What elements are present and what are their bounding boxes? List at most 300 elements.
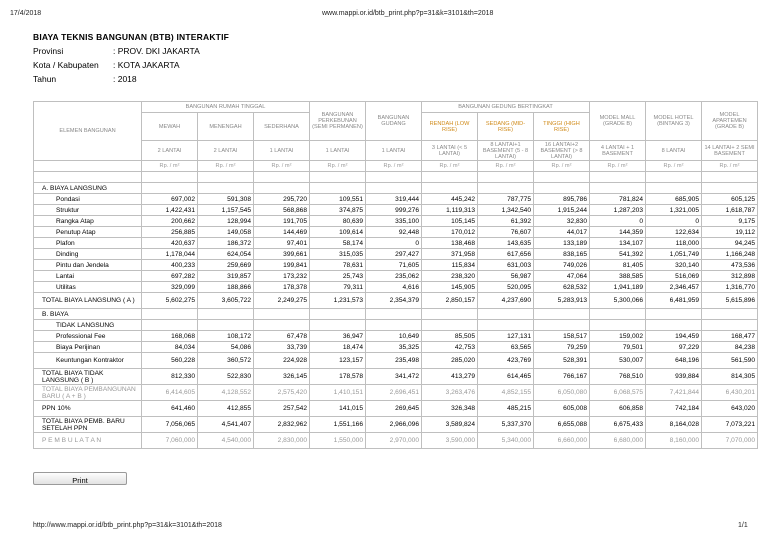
value-cell: 84,238 — [702, 342, 758, 353]
value-cell: 188,866 — [198, 282, 254, 293]
section-b-row — [34, 309, 758, 320]
value-cell: 2,970,000 — [366, 433, 422, 449]
table-row — [34, 216, 758, 227]
lantai-label: 3 LANTAI (< 5 LANTAI) — [422, 141, 478, 161]
table-row — [34, 271, 758, 282]
unit-cell: Rp. / m² — [142, 161, 198, 172]
value-cell: 697,002 — [142, 194, 198, 205]
lantai-label: 14 LANTAI+ 2 SEMI BASEMENT — [702, 141, 758, 161]
blank-cell — [366, 309, 422, 320]
col-mall: MODEL MALL (GRADE B) — [590, 102, 646, 141]
value-cell: 105,145 — [422, 216, 478, 227]
value-cell: 360,572 — [198, 353, 254, 369]
table-row — [34, 342, 758, 353]
tahun-label: Tahun — [33, 74, 57, 84]
value-cell: 235,062 — [366, 271, 422, 282]
unit-row — [34, 161, 758, 172]
lantai-label: 8 LANTAI — [646, 141, 702, 161]
value-cell: 1,321,005 — [646, 205, 702, 216]
blank-cell — [646, 172, 702, 183]
value-cell: 420,637 — [142, 238, 198, 249]
value-cell: 81,405 — [590, 260, 646, 271]
sub-rendah: RENDAH (LOW RISE) — [422, 113, 478, 141]
table-row — [34, 249, 758, 260]
value-cell: 7,421,844 — [646, 385, 702, 401]
value-cell: 2,832,962 — [254, 417, 310, 433]
value-cell: 1,422,431 — [142, 205, 198, 216]
btb-table — [33, 101, 758, 449]
value-cell: 44,017 — [534, 227, 590, 238]
value-cell: 170,012 — [422, 227, 478, 238]
value-cell: 319,857 — [198, 271, 254, 282]
value-cell: 67,478 — [254, 331, 310, 342]
value-cell: 143,635 — [478, 238, 534, 249]
value-cell: 766,167 — [534, 369, 590, 385]
unit-cell: Rp. / m² — [534, 161, 590, 172]
blank-cell — [534, 309, 590, 320]
blank-cell — [34, 172, 142, 183]
value-cell: 9,175 — [702, 216, 758, 227]
value-cell: 144,359 — [590, 227, 646, 238]
blank-cell — [254, 183, 310, 194]
value-cell: 92,448 — [366, 227, 422, 238]
page-number: 1/1 — [738, 522, 748, 529]
value-cell: 628,532 — [534, 282, 590, 293]
value-cell: 256,885 — [142, 227, 198, 238]
table-row — [34, 331, 758, 342]
row-label: Biaya Perijinan — [34, 342, 142, 353]
value-cell: 6,430,201 — [702, 385, 758, 401]
value-cell: 145,905 — [422, 282, 478, 293]
value-cell: 412,855 — [198, 401, 254, 417]
value-cell: 71,605 — [366, 260, 422, 271]
row-label: Dinding — [34, 249, 142, 260]
blank-cell — [254, 172, 310, 183]
row-label: Professional Fee — [34, 331, 142, 342]
blank-cell — [422, 172, 478, 183]
value-cell: 329,099 — [142, 282, 198, 293]
lantai-label: 1 LANTAI — [310, 141, 366, 161]
value-cell: 178,378 — [254, 282, 310, 293]
blank-cell — [478, 172, 534, 183]
value-cell: 631,003 — [478, 260, 534, 271]
value-cell: 6,481,959 — [646, 293, 702, 309]
value-cell: 33,739 — [254, 342, 310, 353]
total-b-row-label: TOTAL BIAYA TIDAK LANGSUNG ( B ) — [34, 369, 142, 385]
blank-cell — [310, 183, 366, 194]
value-cell: 999,276 — [366, 205, 422, 216]
value-cell: 79,311 — [310, 282, 366, 293]
value-cell: 8,160,000 — [646, 433, 702, 449]
value-cell: 4,852,155 — [478, 385, 534, 401]
value-cell: 5,340,000 — [478, 433, 534, 449]
pembulatan-label: P E M B U L A T A N — [34, 433, 142, 449]
value-cell: 814,305 — [702, 369, 758, 385]
blank-cell — [254, 320, 310, 331]
value-cell: 109,551 — [310, 194, 366, 205]
table-row — [34, 353, 758, 369]
value-cell: 4,128,552 — [198, 385, 254, 401]
value-cell: 768,510 — [590, 369, 646, 385]
row-label: Plafon — [34, 238, 142, 249]
blank-cell — [590, 320, 646, 331]
value-cell: 614,465 — [478, 369, 534, 385]
blank-cell — [590, 183, 646, 194]
value-cell: 939,884 — [646, 369, 702, 385]
unit-cell: Rp. / m² — [310, 161, 366, 172]
value-cell: 109,614 — [310, 227, 366, 238]
value-cell: 326,145 — [254, 369, 310, 385]
group-rumah-tinggal: BANGUNAN RUMAH TINGGAL — [142, 102, 310, 113]
value-cell: 178,578 — [310, 369, 366, 385]
total-baru-row — [34, 385, 758, 401]
value-cell: 6,068,575 — [590, 385, 646, 401]
total-ppn-row-label: TOTAL BIAYA PEMB. BARU SETELAH PPN — [34, 417, 142, 433]
table-body — [34, 161, 758, 449]
col-hotel: MODEL HOTEL (BINTANG 3) — [646, 102, 702, 141]
value-cell: 335,100 — [366, 216, 422, 227]
kota-label: Kota / Kabupaten — [33, 60, 99, 70]
value-cell: 235,498 — [366, 353, 422, 369]
value-cell: 56,987 — [478, 271, 534, 282]
value-cell: 787,775 — [478, 194, 534, 205]
value-cell: 134,107 — [590, 238, 646, 249]
value-cell: 6,660,000 — [534, 433, 590, 449]
value-cell: 1,051,749 — [646, 249, 702, 260]
value-cell: 1,551,166 — [310, 417, 366, 433]
table-row — [34, 260, 758, 271]
value-cell: 168,477 — [702, 331, 758, 342]
value-cell: 0 — [366, 238, 422, 249]
value-cell: 257,542 — [254, 401, 310, 417]
value-cell: 63,565 — [478, 342, 534, 353]
lantai-label: 1 LANTAI — [366, 141, 422, 161]
value-cell: 2,966,096 — [366, 417, 422, 433]
value-cell: 541,392 — [590, 249, 646, 260]
sub-menengah: MENENGAH — [198, 113, 254, 141]
value-cell: 1,231,573 — [310, 293, 366, 309]
value-cell: 341,472 — [366, 369, 422, 385]
value-cell: 5,602,275 — [142, 293, 198, 309]
value-cell: 47,064 — [534, 271, 590, 282]
value-cell: 123,157 — [310, 353, 366, 369]
provinsi-value: : PROV. DKI JAKARTA — [113, 46, 200, 56]
lantai-label: 1 LANTAI — [254, 141, 310, 161]
value-cell: 648,196 — [646, 353, 702, 369]
value-cell: 560,228 — [142, 353, 198, 369]
value-cell: 1,316,770 — [702, 282, 758, 293]
blank-cell — [366, 320, 422, 331]
value-cell: 1,178,044 — [142, 249, 198, 260]
col-apartemen: MODEL APARTEMEN (GRADE B) — [702, 102, 758, 141]
value-cell: 5,337,370 — [478, 417, 534, 433]
value-cell: 1,287,203 — [590, 205, 646, 216]
value-cell: 35,325 — [366, 342, 422, 353]
value-cell: 6,050,080 — [534, 385, 590, 401]
value-cell: 2,346,457 — [646, 282, 702, 293]
value-cell: 606,858 — [590, 401, 646, 417]
sub-tinggi: TINGGI (HIGH RISE) — [534, 113, 590, 141]
value-cell: 1,119,313 — [422, 205, 478, 216]
value-cell: 400,233 — [142, 260, 198, 271]
value-cell: 118,000 — [646, 238, 702, 249]
col-gudang: BANGUNAN GUDANG — [366, 102, 422, 141]
value-cell: 2,354,379 — [366, 293, 422, 309]
section-a-row — [34, 183, 758, 194]
print-button[interactable]: Print — [33, 472, 127, 485]
lantai-label: 2 LANTAI — [198, 141, 254, 161]
value-cell: 58,174 — [310, 238, 366, 249]
value-cell: 7,070,000 — [702, 433, 758, 449]
value-cell: 4,237,690 — [478, 293, 534, 309]
value-cell: 122,634 — [646, 227, 702, 238]
value-cell: 643,020 — [702, 401, 758, 417]
value-cell: 108,172 — [198, 331, 254, 342]
unit-row-blank — [34, 161, 142, 172]
blank-cell — [590, 172, 646, 183]
value-cell: 605,125 — [702, 194, 758, 205]
value-cell: 641,460 — [142, 401, 198, 417]
value-cell: 315,035 — [310, 249, 366, 260]
unit-cell: Rp. / m² — [254, 161, 310, 172]
value-cell: 812,330 — [142, 369, 198, 385]
value-cell: 485,215 — [478, 401, 534, 417]
value-cell: 1,157,545 — [198, 205, 254, 216]
print-url: www.mappi.or.id/btb_print.php?p=31&k=3101&th=2018 — [322, 10, 494, 17]
value-cell: 194,459 — [646, 331, 702, 342]
value-cell: 320,140 — [646, 260, 702, 271]
blank-cell — [198, 320, 254, 331]
blank-cell — [590, 309, 646, 320]
value-cell: 319,444 — [366, 194, 422, 205]
value-cell: 138,468 — [422, 238, 478, 249]
value-cell: 224,928 — [254, 353, 310, 369]
value-cell: 0 — [590, 216, 646, 227]
provinsi-label: Provinsi — [33, 46, 64, 56]
table-row — [34, 194, 758, 205]
blank-cell — [534, 183, 590, 194]
value-cell: 2,850,157 — [422, 293, 478, 309]
value-cell: 1,342,540 — [478, 205, 534, 216]
blank-cell — [646, 183, 702, 194]
value-cell: 423,769 — [478, 353, 534, 369]
value-cell: 149,058 — [198, 227, 254, 238]
sub-sederhana: SEDERHANA — [254, 113, 310, 141]
value-cell: 115,834 — [422, 260, 478, 271]
value-cell: 76,607 — [478, 227, 534, 238]
value-cell: 285,020 — [422, 353, 478, 369]
value-cell: 697,282 — [142, 271, 198, 282]
section-b-row2 — [34, 320, 758, 331]
value-cell: 371,958 — [422, 249, 478, 260]
value-cell: 742,184 — [646, 401, 702, 417]
value-cell: 97,229 — [646, 342, 702, 353]
value-cell: 133,189 — [534, 238, 590, 249]
value-cell: 1,618,787 — [702, 205, 758, 216]
table-row — [34, 282, 758, 293]
blank-cell — [310, 309, 366, 320]
blank-cell — [198, 183, 254, 194]
blank-cell — [422, 183, 478, 194]
value-cell: 2,830,000 — [254, 433, 310, 449]
section-a-label: A. BIAYA LANGSUNG — [34, 183, 142, 194]
value-cell: 79,501 — [590, 342, 646, 353]
value-cell: 1,915,244 — [534, 205, 590, 216]
value-cell: 159,002 — [590, 331, 646, 342]
value-cell: 269,645 — [366, 401, 422, 417]
col-perkebunan: BANGUNAN PERKEBUNAN (SEMI PERMANEN) — [310, 102, 366, 141]
value-cell: 79,259 — [534, 342, 590, 353]
ppn-row — [34, 401, 758, 417]
sub-sedang: SEDANG (MID-RISE) — [478, 113, 534, 141]
blank-cell — [366, 183, 422, 194]
value-cell: 144,469 — [254, 227, 310, 238]
value-cell: 61,392 — [478, 216, 534, 227]
blank-cell — [534, 320, 590, 331]
blank-cell — [366, 172, 422, 183]
value-cell: 10,649 — [366, 331, 422, 342]
blank-cell — [646, 309, 702, 320]
section-b-label2: TIDAK LANGSUNG — [34, 320, 142, 331]
row-label: Rangka Atap — [34, 216, 142, 227]
value-cell: 141,015 — [310, 401, 366, 417]
value-cell: 78,631 — [310, 260, 366, 271]
row-label: Keuntungan Kontraktor — [34, 353, 142, 369]
blank-cell — [142, 320, 198, 331]
value-cell: 0 — [646, 216, 702, 227]
value-cell: 3,263,476 — [422, 385, 478, 401]
value-cell: 749,026 — [534, 260, 590, 271]
value-cell: 2,249,275 — [254, 293, 310, 309]
value-cell: 5,283,913 — [534, 293, 590, 309]
value-cell: 128,994 — [198, 216, 254, 227]
value-cell: 25,743 — [310, 271, 366, 282]
print-date: 17/4/2018 — [10, 10, 42, 17]
unit-cell: Rp. / m² — [646, 161, 702, 172]
value-cell: 413,279 — [422, 369, 478, 385]
value-cell: 173,232 — [254, 271, 310, 282]
value-cell: 18,474 — [310, 342, 366, 353]
row-label: Struktur — [34, 205, 142, 216]
value-cell: 85,505 — [422, 331, 478, 342]
total-ppn-row — [34, 417, 758, 433]
value-cell: 186,372 — [198, 238, 254, 249]
blank-cell — [702, 309, 758, 320]
document-header — [33, 30, 229, 86]
value-cell: 2,575,420 — [254, 385, 310, 401]
total-baru-row-label: TOTAL BIAYA PEMBANGUNAN BARU ( A + B ) — [34, 385, 142, 401]
row-label: Pondasi — [34, 194, 142, 205]
blank-cell — [702, 172, 758, 183]
lantai-label: 8 LANTAI+1 BASEMENT (5 - 8 LANTAI) — [478, 141, 534, 161]
blank-cell — [310, 320, 366, 331]
unit-cell: Rp. / m² — [478, 161, 534, 172]
value-cell: 199,841 — [254, 260, 310, 271]
value-cell: 36,947 — [310, 331, 366, 342]
blank-cell — [478, 183, 534, 194]
value-cell: 516,069 — [646, 271, 702, 282]
blank-cell — [142, 309, 198, 320]
value-cell: 528,391 — [534, 353, 590, 369]
value-cell: 6,414,605 — [142, 385, 198, 401]
value-cell: 530,007 — [590, 353, 646, 369]
blank-cell — [702, 183, 758, 194]
blank-cell — [478, 309, 534, 320]
blank-cell — [422, 320, 478, 331]
value-cell: 4,540,000 — [198, 433, 254, 449]
blank-cell — [198, 309, 254, 320]
blank-cell — [198, 172, 254, 183]
table-row — [34, 205, 758, 216]
value-cell: 605,008 — [534, 401, 590, 417]
lantai-label: 4 LANTAI + 1 BASEMENT — [590, 141, 646, 161]
blank-cell — [534, 172, 590, 183]
value-cell: 1,550,000 — [310, 433, 366, 449]
table-row — [34, 227, 758, 238]
value-cell: 781,824 — [590, 194, 646, 205]
value-cell: 374,875 — [310, 205, 366, 216]
value-cell: 7,056,065 — [142, 417, 198, 433]
value-cell: 617,656 — [478, 249, 534, 260]
value-cell: 838,165 — [534, 249, 590, 260]
total-a-row-label: TOTAL BIAYA LANGSUNG ( A ) — [34, 293, 142, 309]
value-cell: 238,320 — [422, 271, 478, 282]
value-cell: 5,300,066 — [590, 293, 646, 309]
value-cell: 168,068 — [142, 331, 198, 342]
value-cell: 895,786 — [534, 194, 590, 205]
value-cell: 561,590 — [702, 353, 758, 369]
ppn-label: PPN 10% — [34, 401, 142, 417]
footer-url: http://www.mappi.or.id/btb_print.php?p=31&k=3101&th=2018 — [33, 522, 222, 529]
tahun-value: : 2018 — [113, 74, 137, 84]
value-cell: 473,536 — [702, 260, 758, 271]
unit-cell: Rp. / m² — [590, 161, 646, 172]
blank-cell — [422, 309, 478, 320]
lantai-label: 2 LANTAI — [142, 141, 198, 161]
blank-cell — [142, 183, 198, 194]
value-cell: 4,616 — [366, 282, 422, 293]
value-cell: 6,655,088 — [534, 417, 590, 433]
value-cell: 522,830 — [198, 369, 254, 385]
unit-cell: Rp. / m² — [422, 161, 478, 172]
value-cell: 520,095 — [478, 282, 534, 293]
value-cell: 5,615,896 — [702, 293, 758, 309]
value-cell: 7,060,000 — [142, 433, 198, 449]
value-cell: 1,166,248 — [702, 249, 758, 260]
value-cell: 399,661 — [254, 249, 310, 260]
pembulatan-row — [34, 433, 758, 449]
section-b-label: B. BIAYA — [34, 309, 142, 320]
page-title: BIAYA TEKNIS BANGUNAN (BTB) INTERAKTIF — [33, 32, 230, 42]
kota-value: : KOTA JAKARTA — [113, 60, 180, 70]
value-cell: 7,073,221 — [702, 417, 758, 433]
blank-cell — [142, 172, 198, 183]
value-cell: 80,639 — [310, 216, 366, 227]
value-cell: 4,541,407 — [198, 417, 254, 433]
value-cell: 388,585 — [590, 271, 646, 282]
row-label: Pintu dan Jendela — [34, 260, 142, 271]
value-cell: 19,112 — [702, 227, 758, 238]
blank-cell — [254, 309, 310, 320]
value-cell: 6,675,433 — [590, 417, 646, 433]
row-label: Utilitas — [34, 282, 142, 293]
value-cell: 3,590,000 — [422, 433, 478, 449]
value-cell: 2,696,451 — [366, 385, 422, 401]
blank-cell — [310, 172, 366, 183]
value-cell: 97,401 — [254, 238, 310, 249]
value-cell: 84,034 — [142, 342, 198, 353]
value-cell: 312,898 — [702, 271, 758, 282]
